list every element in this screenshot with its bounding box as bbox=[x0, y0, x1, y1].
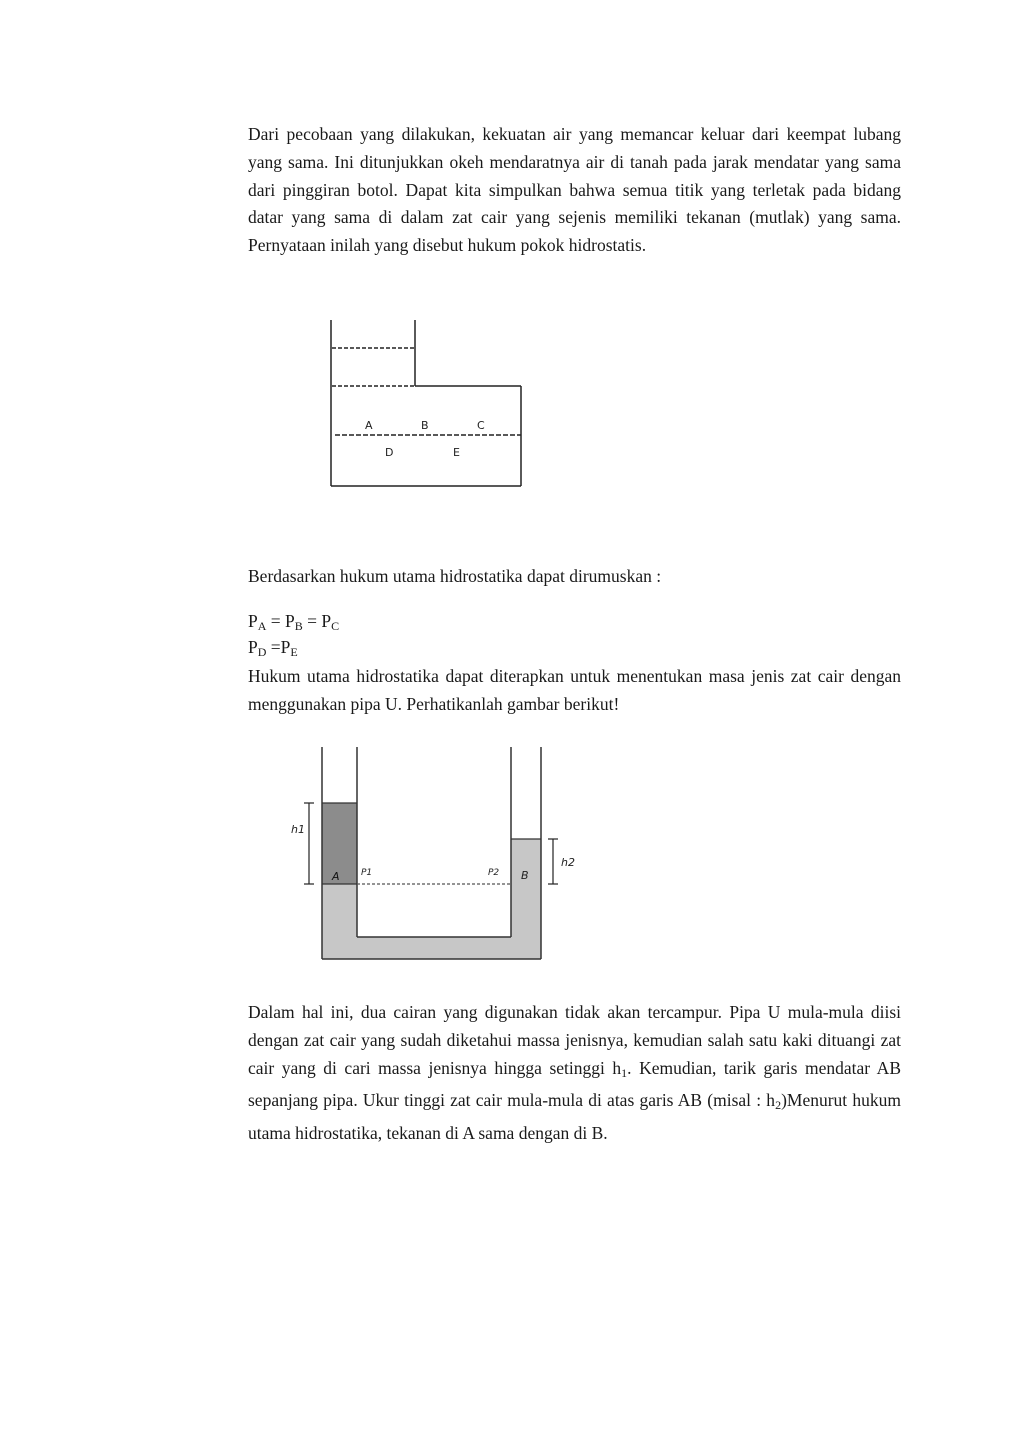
p3-text-1: Dalam hal ini, dua cairan yang digunakan tidak akan tercampur. Pipa U mula-mula diisi dengan zat cair yang sudah diketahui massa jenisnya, kemudian salah satu kaki dituangi zat cair yang di cari massa jenisnya hingga setinggi h bbox=[248, 1002, 901, 1078]
label-h2: h2 bbox=[561, 856, 575, 869]
eq2-subscript-1: D bbox=[257, 645, 267, 659]
label-p2: P2 bbox=[488, 868, 500, 878]
eq1-operator-1: = bbox=[266, 611, 286, 631]
paragraph-u-tube-intro: Hukum utama hidrostatika dapat diterapkan untuk menentukan masa jenis zat cair dengan menggunakan pipa U. Perhatikanlah gambar berikut! bbox=[248, 666, 901, 714]
eq1-subscript-2: B bbox=[294, 619, 303, 633]
paragraph-hydrostatic-principle: Dari pecobaan yang dilakukan, kekuatan air yang memancar keluar dari keempat lubang yang sama. Ini ditunjukkan okeh mendaratnya air di tanah pada jarak mendatar yang sama dari pinggiran botol. Dapat kita simpulkan bahwa semua titik yang terletak pada bidang datar yang sama di dalam zat cair yang sejenis memiliki tekanan (mutlak) yang sama. Pernyataan inilah yang disebut hukum pokok hidrostatis. bbox=[248, 124, 901, 256]
eq1-symbol-2: P bbox=[285, 611, 295, 631]
label-c: C bbox=[477, 419, 485, 432]
eq1-operator-2: = bbox=[302, 611, 322, 631]
eq2-symbol-1: P bbox=[248, 637, 258, 657]
p3-h2-subscript: 2 bbox=[775, 1098, 782, 1113]
paragraph-formula-intro: Berdasarkan hukum utama hidrostatika dapat dirumuskan : bbox=[248, 566, 662, 586]
label-point-a: A bbox=[332, 870, 340, 883]
eq1-symbol-1: P bbox=[248, 611, 258, 631]
label-p1: P1 bbox=[361, 868, 373, 878]
paragraph-u-tube-explanation bbox=[248, 999, 901, 1148]
p3-text-2: . Kemudian, tarik garis mendatar AB sepanjang pipa. Ukur tinggi zat cair mula-mula di atas garis AB (misal : h bbox=[248, 1057, 901, 1111]
eq1-symbol-3: P bbox=[321, 611, 332, 631]
label-a: A bbox=[365, 419, 373, 432]
eq2-operator-1: = bbox=[266, 637, 281, 657]
figure-container-diagram bbox=[325, 318, 525, 490]
container-diagram-svg bbox=[325, 318, 525, 490]
p3-text-3: )Menurut hukum utama hidrostatika, tekanan di A sama dengan di B. bbox=[248, 1090, 901, 1144]
label-point-b: B bbox=[521, 869, 529, 882]
figure-u-tube bbox=[285, 742, 585, 964]
eq1-subscript-3: C bbox=[331, 619, 340, 633]
eq2-subscript-2: E bbox=[290, 645, 298, 659]
u-tube-svg bbox=[285, 742, 585, 964]
label-e: E bbox=[453, 446, 460, 459]
p3-h1-subscript: 1 bbox=[621, 1065, 628, 1080]
equation-pd-pe bbox=[248, 635, 298, 664]
label-d: D bbox=[385, 446, 394, 459]
label-h1: h1 bbox=[291, 823, 305, 836]
label-b: B bbox=[421, 419, 429, 432]
eq1-subscript-1: A bbox=[257, 619, 267, 633]
eq2-symbol-2: P bbox=[280, 637, 291, 657]
equation-pa-pb-pc bbox=[248, 609, 339, 638]
